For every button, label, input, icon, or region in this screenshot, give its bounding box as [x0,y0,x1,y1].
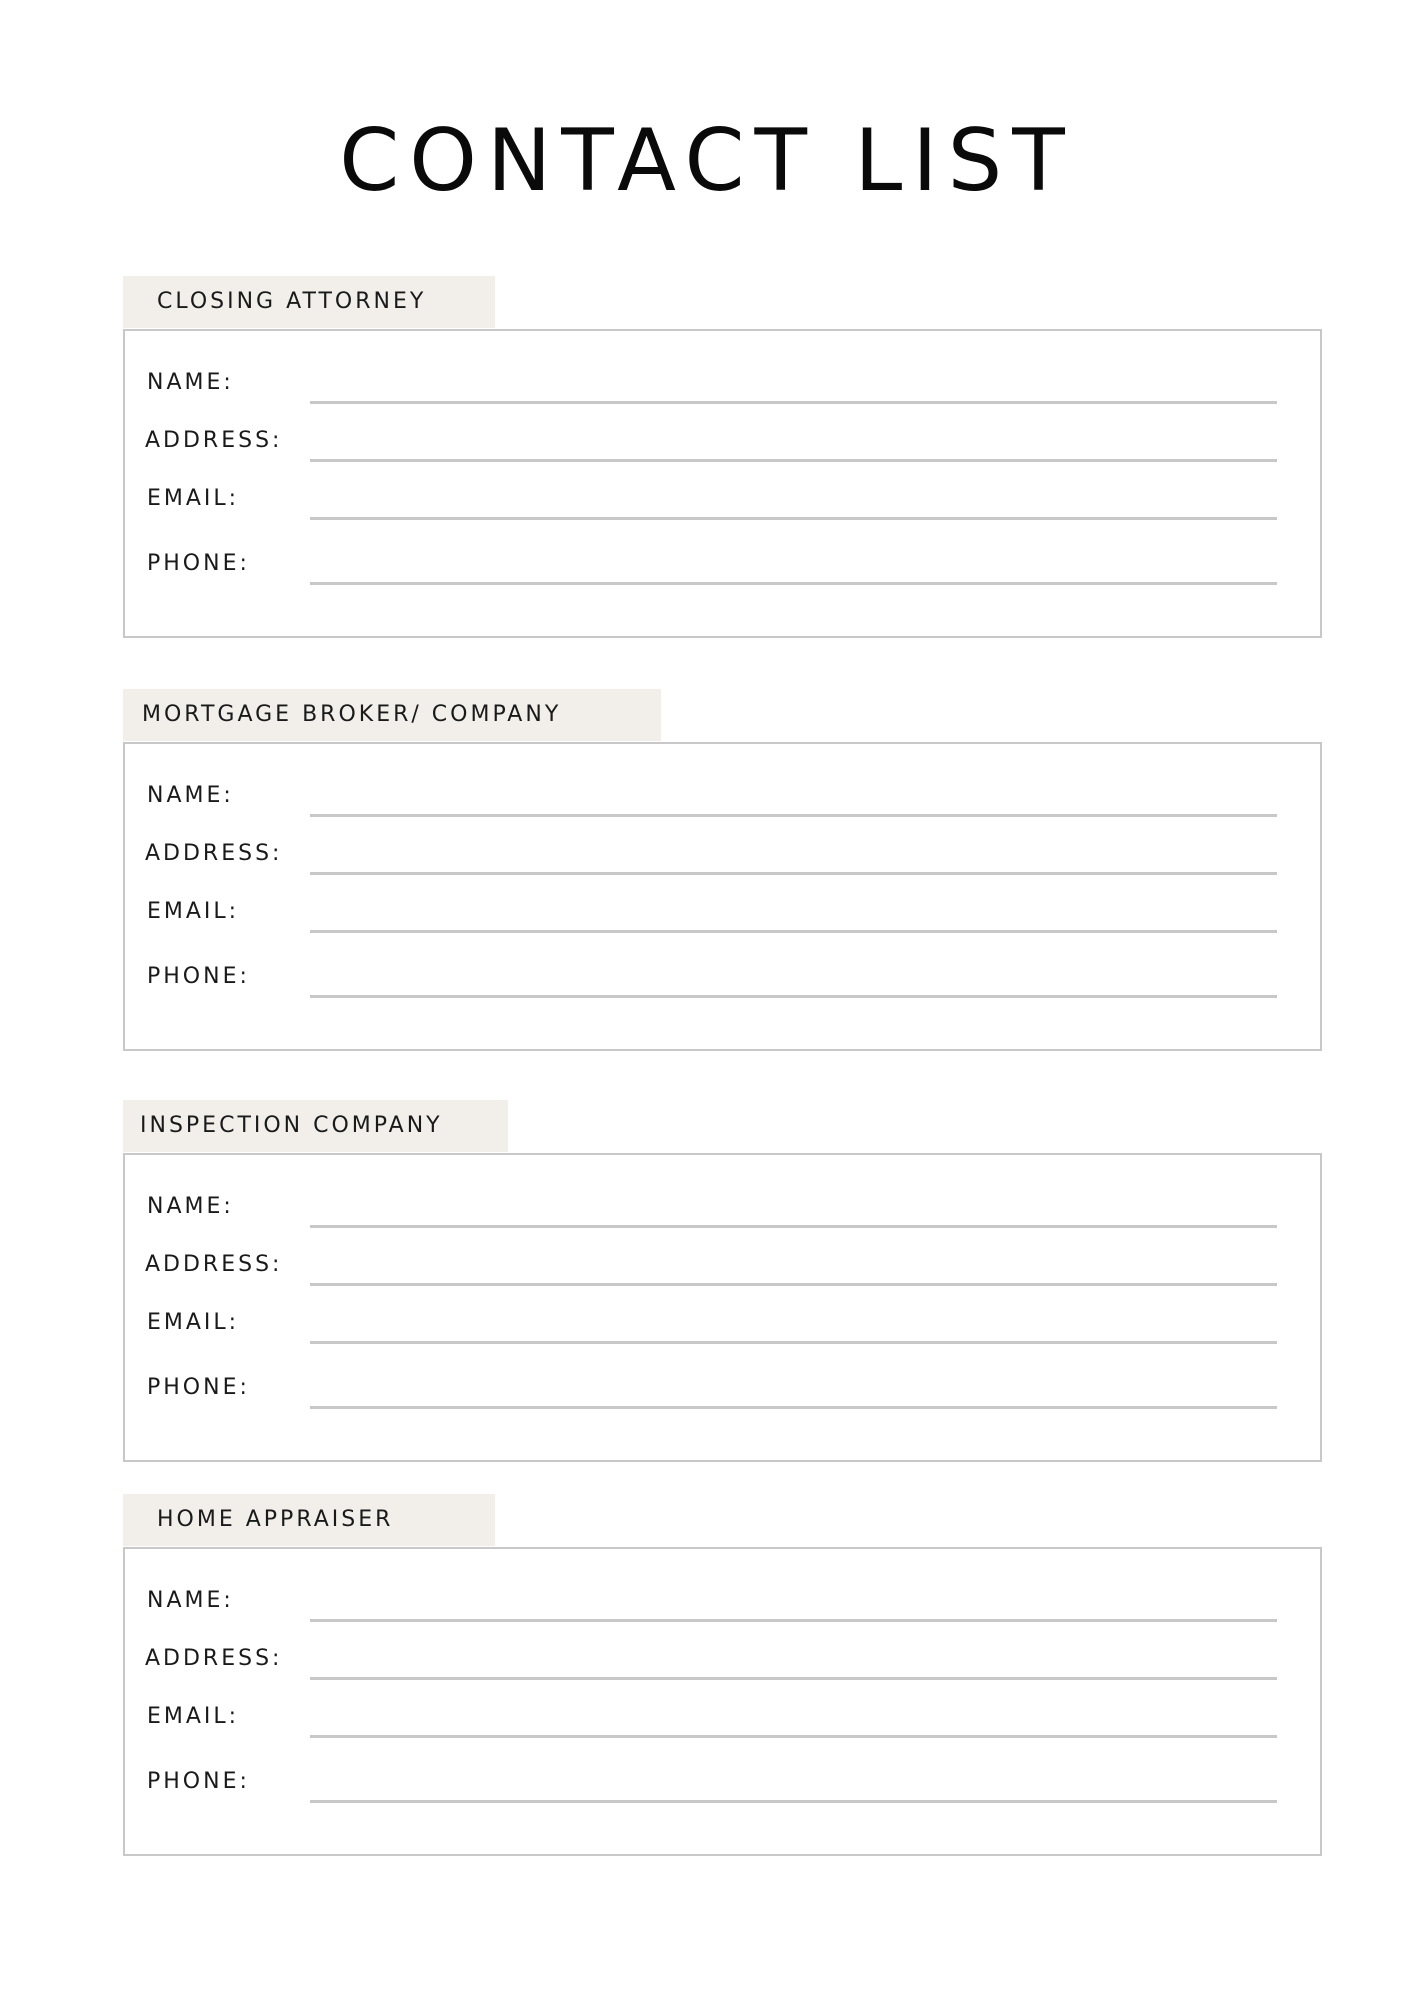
field-label: ADDRESS: [145,1646,283,1671]
page-title: CONTACT LIST [339,111,1075,211]
section-heading: MORTGAGE BROKER/ COMPANY [123,689,661,741]
phone-field[interactable] [125,1762,1324,1802]
address-input-line[interactable] [310,1677,1277,1680]
phone-field[interactable] [125,957,1324,997]
email-input-line[interactable] [310,517,1277,520]
contact-card [123,742,1322,1051]
name-input-line[interactable] [310,1225,1277,1228]
section-heading: CLOSING ATTORNEY [123,276,495,328]
address-field[interactable] [125,1245,1324,1285]
name-field[interactable] [125,776,1324,816]
contact-card [123,329,1322,638]
name-input-line[interactable] [310,401,1277,404]
field-label: NAME: [147,1194,234,1219]
address-field[interactable] [125,421,1324,461]
email-input-line[interactable] [310,1341,1277,1344]
section-heading: INSPECTION COMPANY [123,1100,508,1152]
field-label: PHONE: [147,964,250,989]
name-input-line[interactable] [310,814,1277,817]
email-field[interactable] [125,892,1324,932]
phone-input-line[interactable] [310,1406,1277,1409]
section-heading: HOME APPRAISER [123,1494,495,1546]
contact-card [123,1547,1322,1856]
address-input-line[interactable] [310,872,1277,875]
field-label: EMAIL: [147,1704,240,1729]
field-label: PHONE: [147,1769,250,1794]
address-field[interactable] [125,1639,1324,1679]
field-label: EMAIL: [147,899,240,924]
field-label: NAME: [147,1588,234,1613]
email-input-line[interactable] [310,930,1277,933]
address-input-line[interactable] [310,1283,1277,1286]
contact-card [123,1153,1322,1462]
field-label: ADDRESS: [145,428,283,453]
field-label: EMAIL: [147,1310,240,1335]
email-field[interactable] [125,1303,1324,1343]
phone-input-line[interactable] [310,995,1277,998]
field-label: PHONE: [147,1375,250,1400]
address-input-line[interactable] [310,459,1277,462]
field-label: EMAIL: [147,486,240,511]
name-field[interactable] [125,363,1324,403]
name-input-line[interactable] [310,1619,1277,1622]
address-field[interactable] [125,834,1324,874]
email-field[interactable] [125,479,1324,519]
field-label: NAME: [147,370,234,395]
name-field[interactable] [125,1581,1324,1621]
field-label: ADDRESS: [145,841,283,866]
name-field[interactable] [125,1187,1324,1227]
email-input-line[interactable] [310,1735,1277,1738]
phone-field[interactable] [125,544,1324,584]
phone-input-line[interactable] [310,582,1277,585]
phone-field[interactable] [125,1368,1324,1408]
phone-input-line[interactable] [310,1800,1277,1803]
field-label: NAME: [147,783,234,808]
email-field[interactable] [125,1697,1324,1737]
field-label: PHONE: [147,551,250,576]
field-label: ADDRESS: [145,1252,283,1277]
